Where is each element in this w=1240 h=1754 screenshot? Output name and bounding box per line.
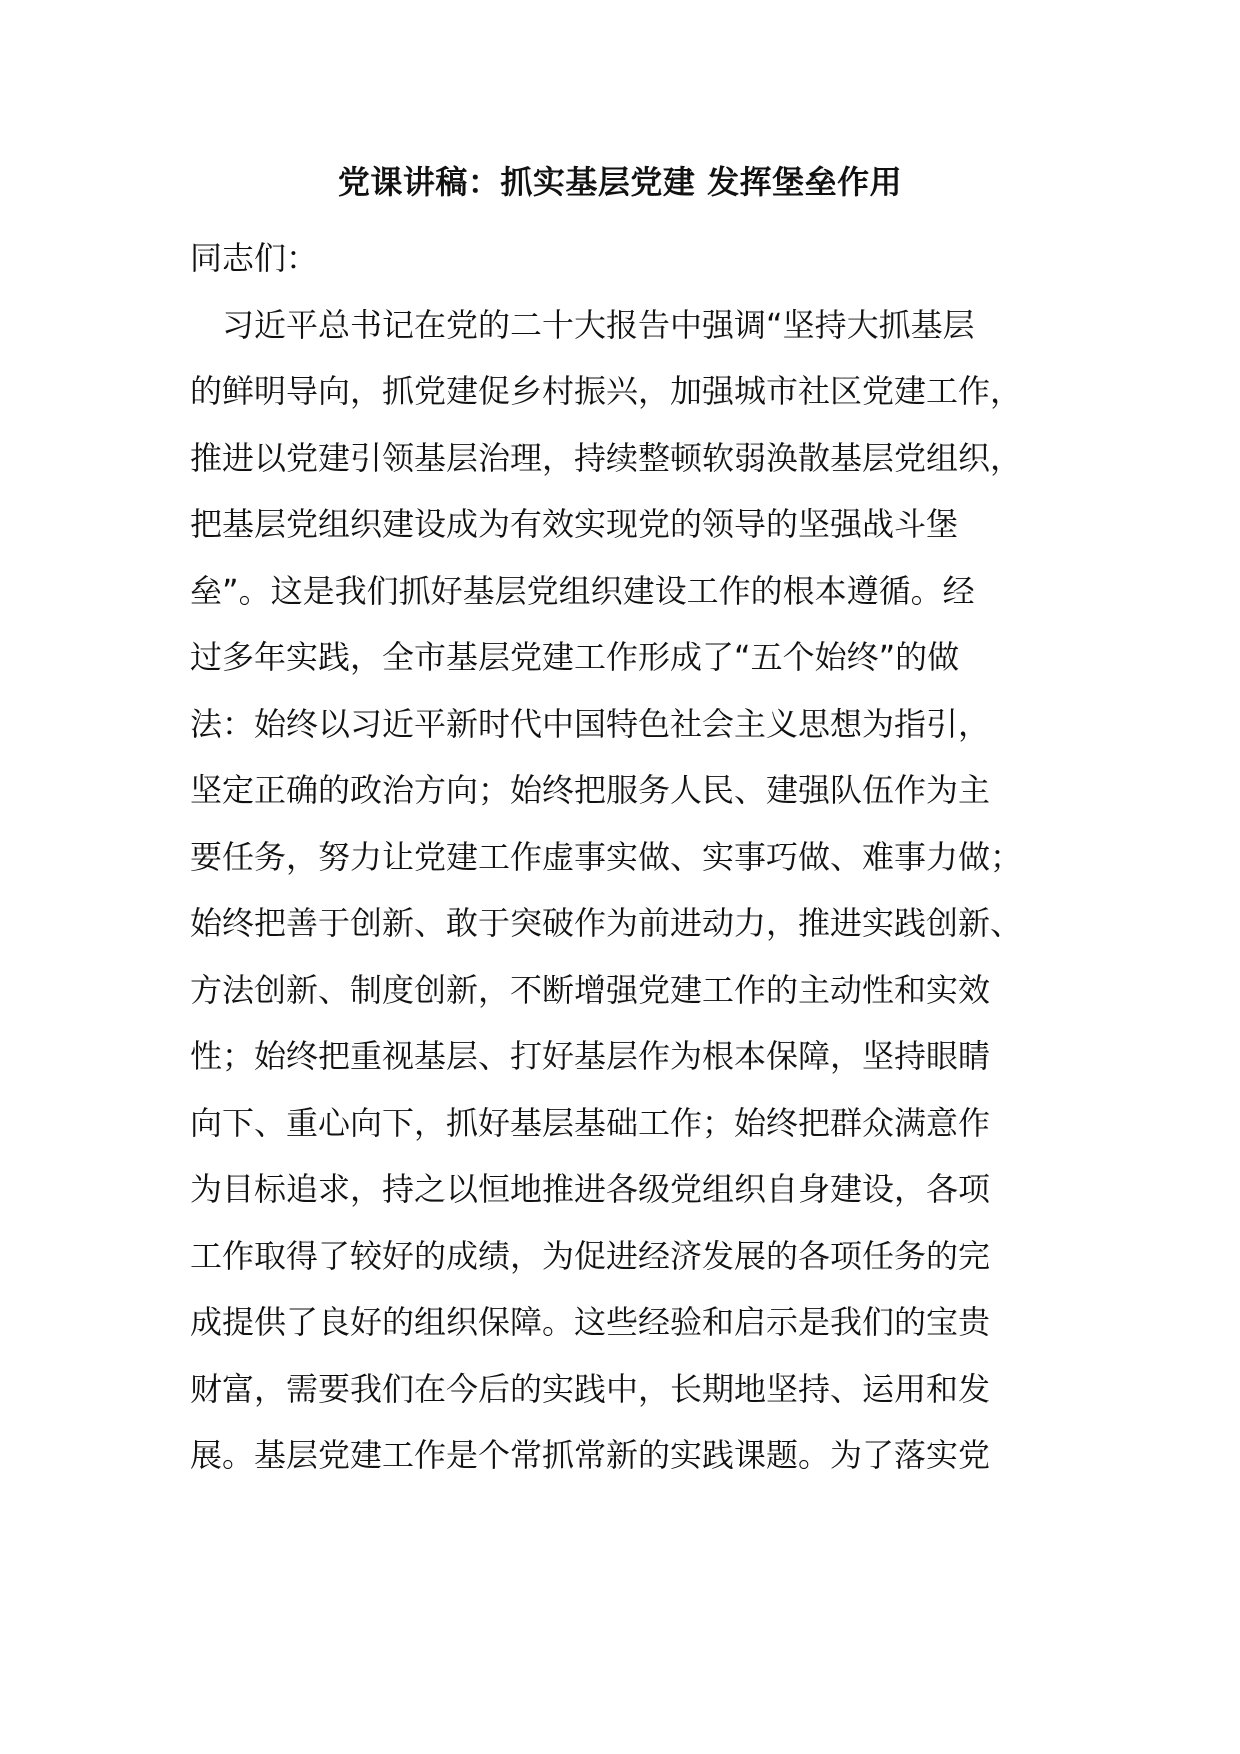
- paragraph-line: 性；始终把重视基层、打好基层作为根本保障，坚持眼睛: [190, 1037, 991, 1075]
- paragraph-line: 把基层党组织建设成为有效实现党的领导的坚强战斗堡: [190, 505, 959, 543]
- paragraph-line: 展。基层党建工作是个常抓常新的实践课题。为了落实党: [190, 1436, 991, 1474]
- paragraph-line: 坚定正确的政治方向；始终把服务人民、建强队伍作为主: [190, 771, 991, 809]
- document-body: [190, 225, 1050, 1489]
- paragraph-line: 成提供了良好的组织保障。这些经验和启示是我们的宝贵: [190, 1303, 991, 1341]
- paragraph-line: 过多年实践，全市基层党建工作形成了“五个始终”的做: [190, 638, 960, 676]
- paragraph-line: 为目标追求，持之以恒地推进各级党组织自身建设，各项: [190, 1170, 991, 1208]
- paragraph-line: 始终把善于创新、敢于突破作为前进动力，推进实践创新、: [190, 904, 1023, 942]
- paragraph-line: 工作取得了较好的成绩，为促进经济发展的各项任务的完: [190, 1236, 991, 1275]
- paragraph-line: 推进以党建引领基层治理，持续整顿软弱涣散基层党组织，: [190, 438, 1023, 477]
- document-title: 党课讲稿：抓实基层党建 发挥堡垒作用: [337, 163, 903, 201]
- paragraph-line: 向下、重心向下，抓好基层基础工作；始终把群众满意作: [190, 1103, 991, 1142]
- paragraph-line: 方法创新、制度创新，不断增强党建工作的主动性和实效: [190, 970, 991, 1009]
- paragraph-line: 法：始终以习近平新时代中国特色社会主义思想为指引，: [190, 704, 991, 743]
- salutation: 同志们：: [190, 239, 319, 277]
- paragraph-line: 要任务，努力让党建工作虚事实做、实事巧做、难事力做；: [190, 837, 1023, 876]
- paragraph-line: 垒”。这是我们抓好基层党组织建设工作的根本遵循。经: [190, 571, 975, 610]
- paragraph-line: 习近平总书记在党的二十大报告中强调“坚持大抓基层: [190, 305, 975, 344]
- paragraph-line: 的鲜明导向，抓党建促乡村振兴，加强城市社区党建工作，: [190, 372, 1023, 410]
- paragraph-line: 财富，需要我们在今后的实践中，长期地坚持、运用和发: [190, 1369, 991, 1408]
